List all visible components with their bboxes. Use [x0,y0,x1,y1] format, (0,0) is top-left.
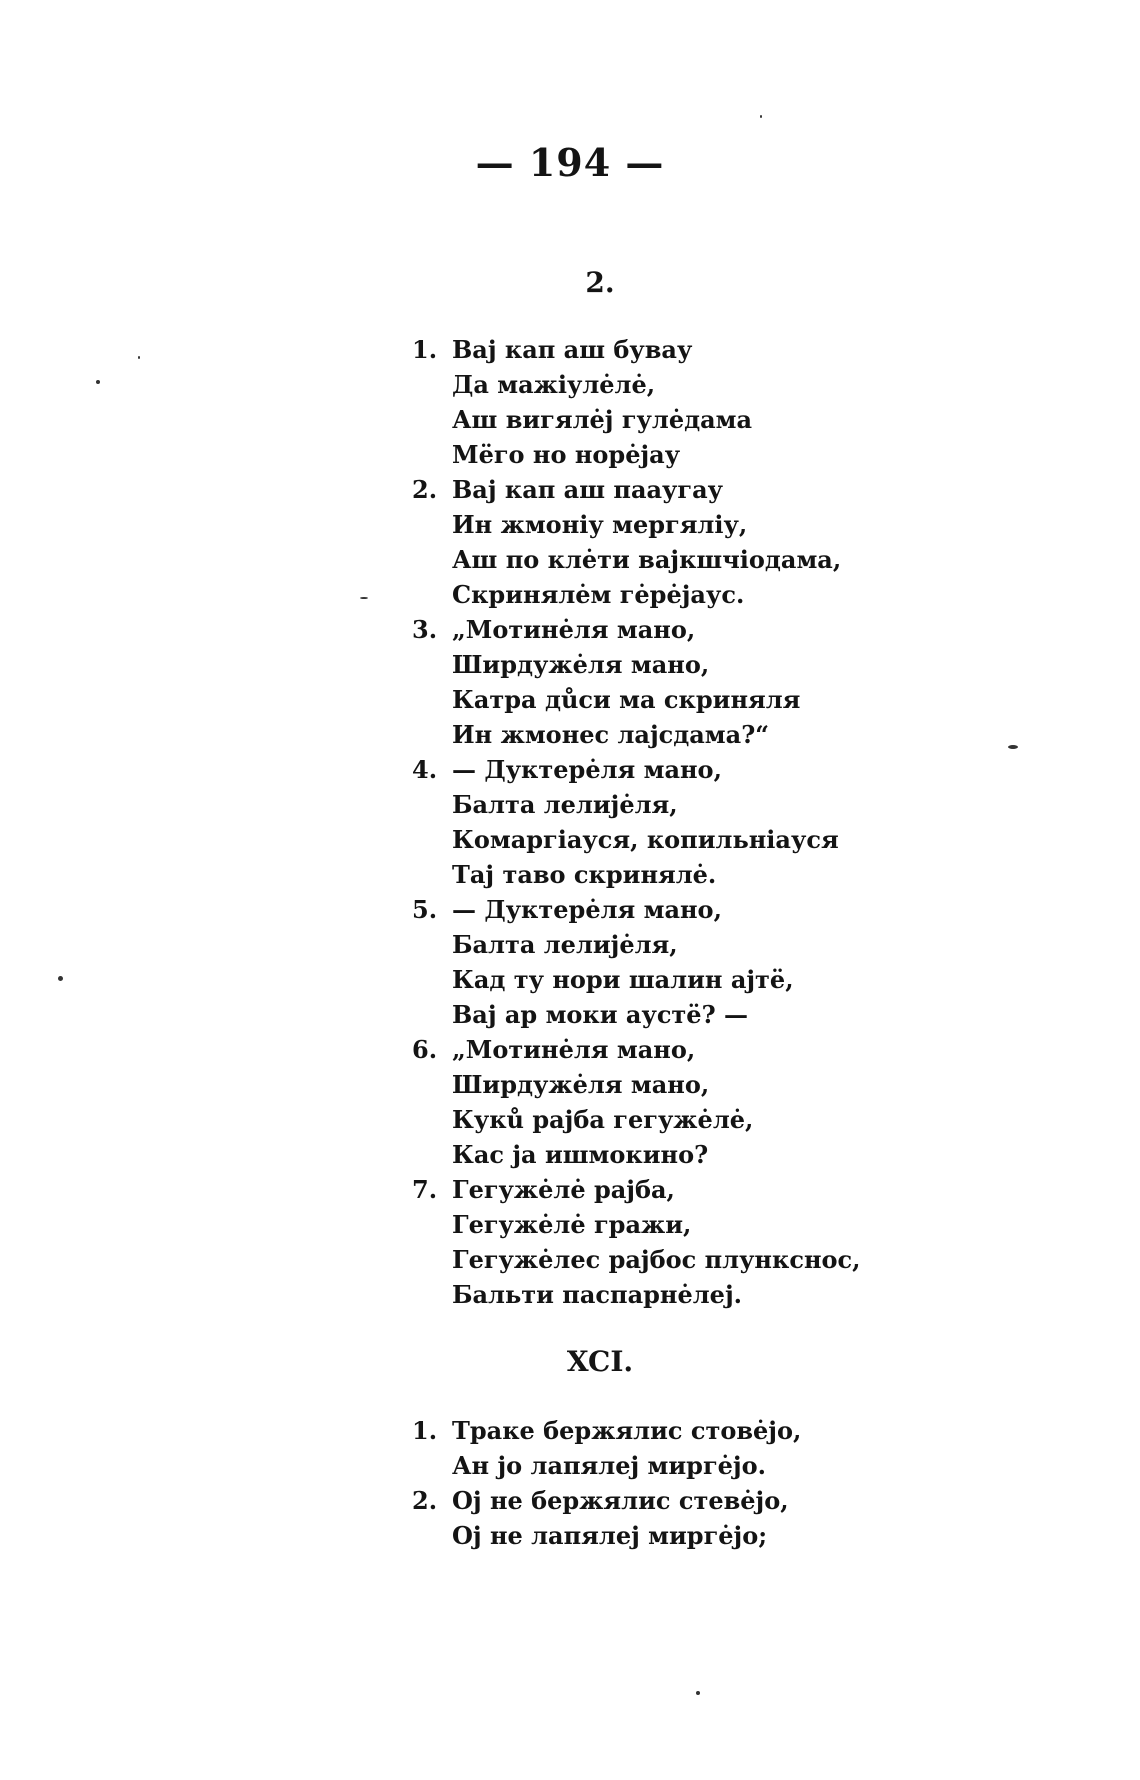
verse-line: Катра дůси ма скриняля [452,685,801,714]
verse-line: Ширдужėля мано, [452,1070,710,1099]
verse-line: Кукů рајба гегужėлė, [452,1105,754,1134]
verse-line: — Дуктерėля мано, [452,895,722,924]
section-heading: XCI. [566,1345,634,1378]
verse-line: Ој не бержялис стевėјо, [452,1486,789,1515]
scan-speck [760,115,762,118]
stanza-number: 6. [412,1035,438,1064]
verse-line: Комаргіауся, копильніауся [452,825,839,854]
verse-line: Мёго но норėјау [452,440,681,469]
stanza [412,892,860,1032]
stanza-number: 7. [412,1175,438,1204]
poem [412,332,860,1312]
verse-line: Скринялėм гėрėјаус. [452,580,745,609]
verse-line: — Дуктерėля мано, [452,755,722,784]
verse-line: Гегужėлес рајбос плункснос, [452,1245,861,1274]
scan-speck [1008,745,1018,749]
verse-line: Ширдужėля мано, [452,650,710,679]
verse-line: Ин жмоніу мергяліу, [452,510,748,539]
stanza [412,472,860,612]
verse-line: Кас ја ишмокино? [452,1140,709,1169]
stanza-number: 3. [412,615,438,644]
verse-line: Ан јо лапялеј миргėјо. [452,1451,766,1480]
scan-speck [360,597,368,599]
verse-line: Вај кап аш пааугау [452,475,724,504]
verse-line: Ој не лапялеј миргėјо; [452,1521,768,1550]
stanza [412,1032,860,1172]
verse-line: Кад ту нори шалин ајтё, [452,965,794,994]
verse-line: Вај кап аш бувау [452,335,693,364]
verse-line: Гегужėлė гражи, [452,1210,692,1239]
verse-line: Балта лелијėля, [452,790,678,819]
stanza-number: 1. [412,1416,438,1445]
verse-line: Вај ар моки аустё? — [452,1000,748,1029]
verse-line: Аш по клėти вајкшчіодама, [452,545,842,574]
scan-speck [58,976,63,981]
stanza [412,612,860,752]
stanza [412,1413,801,1483]
scan-speck [696,1691,700,1695]
verse-line: Ин жмонес лајсдама?“ [452,720,770,749]
stanza [412,752,860,892]
poem [412,1413,801,1553]
stanza-number: 1. [412,335,438,364]
verse-line: Гегужėлė рајба, [452,1175,675,1204]
stanza [412,1483,801,1553]
verse-line: „Мотинėля мано, [452,1035,696,1064]
stanza [412,1172,860,1312]
verse-line: Балта лелијėля, [452,930,678,959]
verse-line: Да мажіулėлė, [452,370,656,399]
verse-line: Траке бержялис стовėјо, [452,1416,802,1445]
verse-line: Аш вигялėј гулėдама [452,405,753,434]
stanza-number: 4. [412,755,438,784]
stanza-number: 2. [412,1486,438,1515]
section-heading: 2. [585,266,615,299]
stanza-number: 2. [412,475,438,504]
stanza [412,332,860,472]
verse-line: „Мотинėля мано, [452,615,696,644]
verse-line: Бальти паспарнėлеј. [452,1280,742,1309]
page-number: — 194 — [475,140,665,185]
verse-line: Тај таво скринялė. [452,860,717,889]
scan-speck [138,356,140,359]
stanza-number: 5. [412,895,438,924]
scan-speck [96,380,100,384]
